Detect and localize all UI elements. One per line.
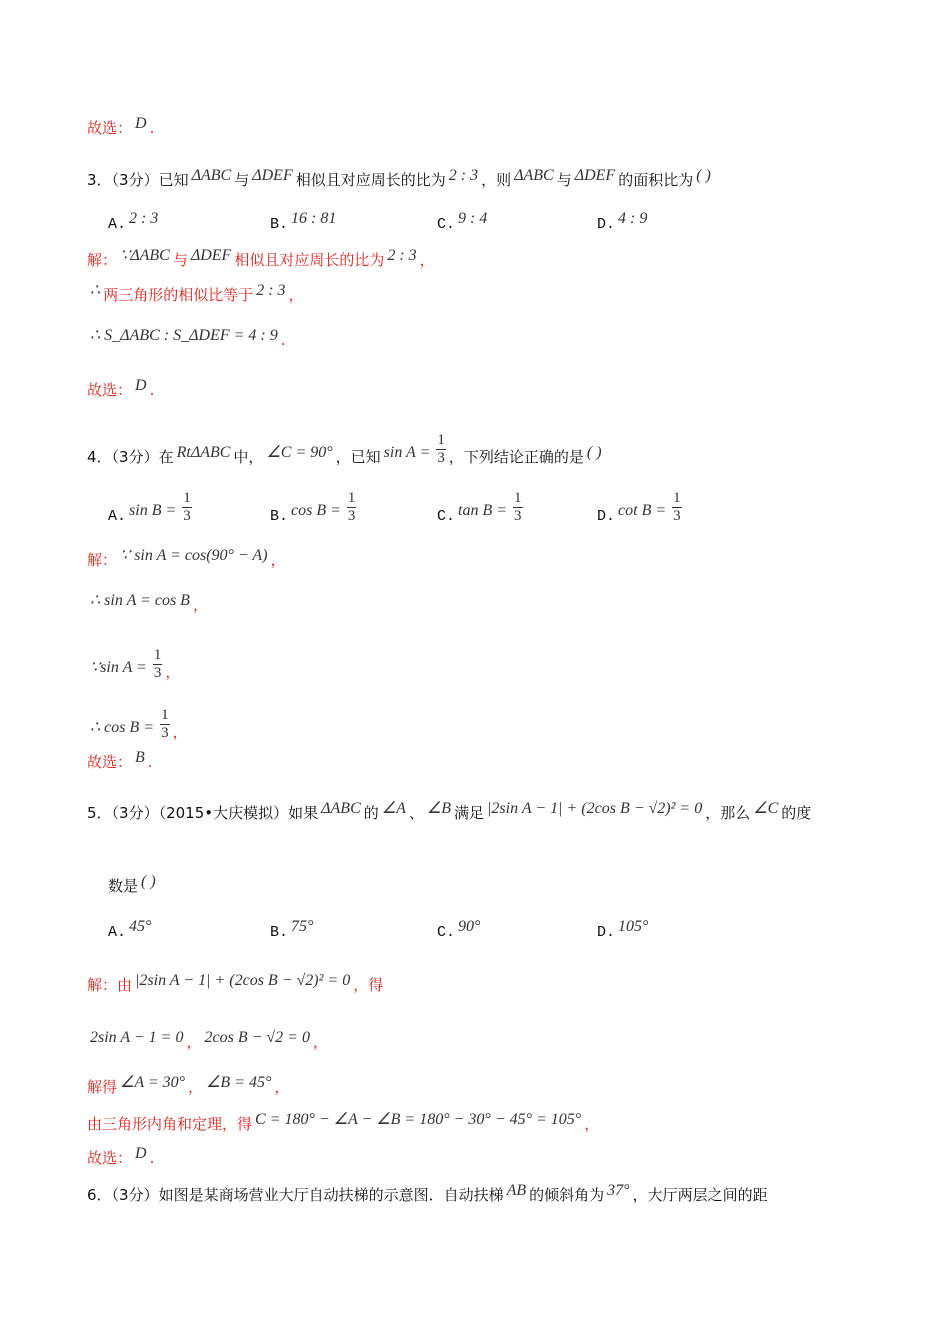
text-line <box>87 432 605 475</box>
question-text: 满足 <box>454 804 485 822</box>
math-expression: 75° <box>291 918 314 935</box>
option-label: A. <box>108 924 127 941</box>
text-line <box>108 873 159 897</box>
solution-text: ， <box>172 723 188 741</box>
fraction <box>672 490 682 525</box>
solution-text: 故选： <box>87 1149 133 1167</box>
question-text: 6．（3分）如图是某商场营业大厅自动扶梯的示意图．自动扶梯 <box>87 1186 504 1204</box>
option-a <box>108 210 161 233</box>
fraction <box>347 490 357 525</box>
math-expression: ΔABC <box>514 167 554 184</box>
question-text: ，那么 <box>705 804 751 822</box>
math-expression: 2 : 3 <box>256 282 286 299</box>
numerator: 1 <box>183 490 191 506</box>
numerator: 1 <box>161 707 169 723</box>
math-expression: ( ) <box>141 873 156 890</box>
solution-text: 解： <box>87 251 118 269</box>
math-expression: ΔABC <box>191 167 232 184</box>
math-expression: D <box>135 377 147 394</box>
text-line <box>87 547 286 571</box>
math-expression: 90° <box>458 918 481 935</box>
fraction <box>153 647 163 682</box>
math-expression: ∠A <box>381 800 406 817</box>
math-expression: B <box>135 749 145 766</box>
solution-text: 解： <box>87 551 118 569</box>
solution-text: . <box>280 331 286 349</box>
denominator: 3 <box>514 508 522 524</box>
option-label: B. <box>270 508 289 525</box>
math-expression: 37° <box>607 1182 630 1199</box>
solution-text: . <box>149 1149 155 1167</box>
solution-text: 由三角形内角和定理，得 <box>87 1115 253 1133</box>
math-expression: sin A = <box>383 444 431 461</box>
math-expression: cos B = <box>291 502 341 519</box>
solution-text: 两三角形的相似比等于 <box>103 286 254 304</box>
math-expression: ∴ <box>90 282 101 299</box>
solution-text: 相似且对应周长的比为 <box>234 251 385 269</box>
option-c <box>437 210 490 233</box>
text-line <box>87 1029 328 1053</box>
question-text: 4．（3分）在 <box>87 448 174 466</box>
math-expression: 2 : 3 <box>129 210 159 227</box>
question-text: 数是 <box>108 877 139 895</box>
math-expression: 2sin A − 1 = 0 <box>90 1029 184 1046</box>
text-line <box>87 115 155 139</box>
denominator: 3 <box>437 450 445 466</box>
question-text: ，已知 <box>335 448 381 466</box>
solution-text: . <box>147 753 153 771</box>
denominator: 3 <box>161 725 169 741</box>
math-expression: ∵ sin A = cos(90° − A) <box>120 547 268 564</box>
math-expression: 16 : 81 <box>291 210 337 227</box>
text-line <box>87 972 384 996</box>
math-expression: 2cos B − √2 = 0 <box>204 1029 310 1046</box>
option-label: A. <box>108 508 127 525</box>
text-line <box>87 749 153 773</box>
math-expression: ( ) <box>586 444 602 461</box>
solution-text: ， <box>270 551 286 569</box>
solution-text: 与 <box>172 251 188 269</box>
fraction <box>160 707 170 742</box>
question-text: 中， <box>233 448 264 466</box>
text-line <box>87 1182 768 1206</box>
math-expression: ∵ΔABC <box>120 247 170 264</box>
text-line <box>87 1111 600 1135</box>
numerator: 1 <box>514 490 522 506</box>
option-label: D. <box>597 216 616 233</box>
solution-text: ， <box>419 251 435 269</box>
solution-text: ， <box>165 663 181 681</box>
math-expression: AB <box>506 1182 527 1199</box>
answer-options <box>0 490 900 538</box>
denominator: 3 <box>183 508 191 524</box>
text-line <box>87 327 286 351</box>
solution-text: ，得 <box>353 976 384 994</box>
text-line <box>87 167 714 191</box>
math-expression: ∵sin A = <box>90 659 147 676</box>
denominator: 3 <box>153 665 162 681</box>
math-expression: C = 180° − ∠A − ∠B = 180° − 30° − 45° = 105° <box>255 1111 582 1128</box>
solution-text: ， <box>274 1078 290 1096</box>
solution-text: ， <box>288 286 304 304</box>
math-expression: ∠B <box>426 800 452 817</box>
option-label: A. <box>108 216 127 233</box>
option-label: B. <box>270 216 289 233</box>
solution-text: ， <box>186 1033 202 1051</box>
option-label: C. <box>437 924 456 941</box>
math-expression: RtΔABC <box>176 444 231 461</box>
question-text: 的倾斜角为 <box>529 1186 605 1204</box>
math-expression: |2sin A − 1| + (2cos B − √2)² = 0 <box>487 800 703 817</box>
option-label: C. <box>437 216 456 233</box>
option-label: C. <box>437 508 456 525</box>
math-expression: sin B = <box>129 502 177 519</box>
option-d <box>597 490 685 533</box>
math-expression: ∴ S_ΔABC : S_ΔDEF = 4 : 9 <box>90 327 278 344</box>
math-expression: ΔDEF <box>574 167 616 184</box>
option-b <box>270 918 316 941</box>
text-line <box>87 282 304 306</box>
math-expression: ∠C <box>753 800 779 817</box>
math-expression: tan B = <box>458 502 508 519</box>
question-text: 与 <box>234 171 250 189</box>
question-text: 的度 <box>781 804 812 822</box>
math-expression: 9 : 4 <box>458 210 488 227</box>
math-expression: |2sin A − 1| + (2cos B − √2)² = 0 <box>135 972 351 989</box>
option-d <box>597 210 650 233</box>
solution-text: 故选： <box>87 119 133 137</box>
text-line <box>87 592 208 616</box>
option-c <box>437 918 483 941</box>
denominator: 3 <box>347 508 356 524</box>
option-b <box>270 210 339 233</box>
text-line <box>87 800 812 824</box>
math-expression: ΔDEF <box>190 247 232 264</box>
option-d <box>597 918 651 941</box>
text-line <box>87 647 181 690</box>
numerator: 1 <box>437 432 445 448</box>
answer-options <box>0 918 900 962</box>
math-expression: ∴ cos B = <box>90 719 155 736</box>
numerator: 1 <box>153 647 162 663</box>
math-expression: 45° <box>129 918 152 935</box>
solution-text: ， <box>188 1078 204 1096</box>
question-text: 的 <box>363 804 379 822</box>
math-expression: ∴ sin A = cos B <box>90 592 190 609</box>
question-text: ，则 <box>481 171 512 189</box>
option-label: D. <box>597 508 616 525</box>
solution-text: 故选： <box>87 753 133 771</box>
text-line <box>87 1074 290 1098</box>
question-text: 、 <box>408 804 424 822</box>
solution-text: 故选： <box>87 381 133 399</box>
question-text: ，下列结论正确的是 <box>448 448 584 466</box>
math-expression: ∠B = 45° <box>206 1074 272 1091</box>
math-expression: 4 : 9 <box>618 210 648 227</box>
option-c <box>437 490 526 533</box>
numerator: 1 <box>347 490 356 506</box>
text-line <box>87 377 155 401</box>
text-line <box>87 707 188 750</box>
math-expression: D <box>135 1145 147 1162</box>
math-expression: cot B = <box>618 502 667 519</box>
question-text: 相似且对应周长的比为 <box>295 171 446 189</box>
text-line <box>87 247 435 271</box>
math-expression: ∠A = 30° <box>120 1074 186 1091</box>
math-expression: 105° <box>618 918 649 935</box>
solution-text: ， <box>584 1115 600 1133</box>
fraction <box>436 432 446 467</box>
option-a <box>108 490 195 533</box>
math-expression: D <box>135 115 147 132</box>
math-expression: 2 : 3 <box>448 167 479 184</box>
question-text: ，大厅两层之间的距 <box>632 1186 768 1204</box>
question-text: 3．（3分）已知 <box>87 171 189 189</box>
solution-text: 解：由 <box>87 976 133 994</box>
text-line <box>87 1145 155 1169</box>
question-text: 的面积比为 <box>618 171 694 189</box>
question-text: 与 <box>556 171 572 189</box>
option-b <box>270 490 359 533</box>
math-expression: ΔABC <box>321 800 361 817</box>
question-text: 5．（3分）（2015•大庆模拟）如果 <box>87 804 319 822</box>
math-expression: ( ) <box>696 167 711 184</box>
solution-text: . <box>149 381 155 399</box>
denominator: 3 <box>673 508 681 524</box>
solution-text: 解得 <box>87 1078 118 1096</box>
option-a <box>108 918 154 941</box>
option-label: D. <box>597 924 616 941</box>
math-expression: ΔDEF <box>252 167 293 184</box>
fraction <box>513 490 523 525</box>
numerator: 1 <box>673 490 681 506</box>
math-expression: 2 : 3 <box>387 247 417 264</box>
solution-text: ， <box>192 596 208 614</box>
solution-text: ， <box>312 1033 328 1051</box>
fraction <box>182 490 192 525</box>
solution-text: . <box>149 119 155 137</box>
option-label: B. <box>270 924 289 941</box>
math-expression: ∠C = 90° <box>266 444 333 461</box>
